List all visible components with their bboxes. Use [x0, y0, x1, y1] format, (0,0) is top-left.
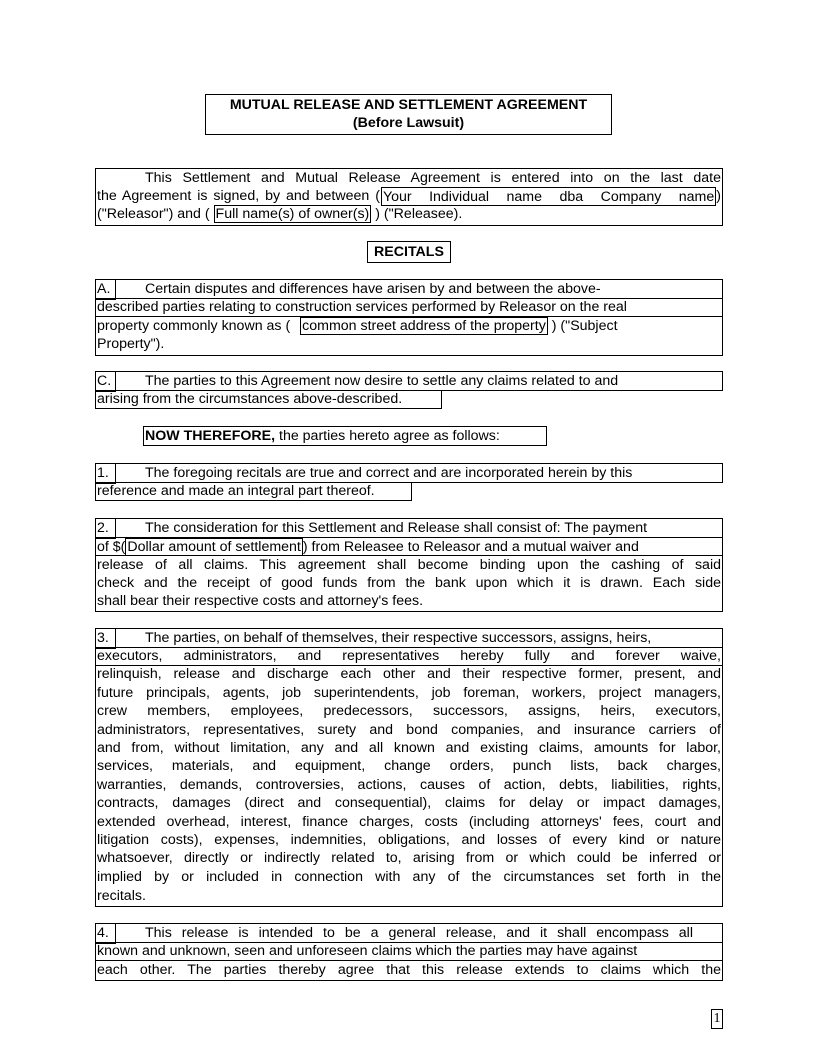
intro-text: ("Releasor") and ( [97, 206, 210, 222]
title-main: MUTUAL RELEASE AND SETTLEMENT AGREEMENT [229, 97, 588, 113]
now-therefore-text: the parties hereto agree as follows: [275, 428, 500, 444]
item-3-line: relinquish, release and discharge each other and their respective former, present, and [97, 666, 721, 683]
item-3-last-line: recitals. [97, 888, 146, 904]
item-4-line-2: known and unknown, seen and unforeseen claims which the parties may have against [97, 943, 638, 959]
intro-line-3 [97, 205, 462, 224]
releasee-name-field[interactable]: Full name(s) of owner(s) [215, 206, 370, 222]
recital-c-line-1: The parties to this Agreement now desire to settle any claims related to and [145, 373, 619, 389]
item-text: of $( [97, 539, 126, 555]
item-3-line: whatsoever, directly or indirectly related to, arising from or which could be inferred or [97, 850, 721, 867]
item-1-line-2: reference and made an integral part thereof. [97, 483, 375, 499]
item-4-number: 4. [95, 923, 116, 944]
intro-text: ) [716, 188, 721, 204]
recital-a-line-1: Certain disputes and differences have arisen by and between the above- [145, 281, 601, 297]
item-2-line-2 [97, 538, 639, 557]
title-sub: (Before Lawsuit) [352, 115, 465, 131]
item-2-line-3: release of all claims. This agreement shall become binding upon the cashing of said [97, 557, 721, 573]
item-3-line: litigation costs), expenses, indemnities, obligations, and losses of every kind or nature [97, 832, 721, 848]
recitals-heading: RECITALS [367, 241, 451, 263]
item-3-line: and from, without limitation, any and all known and existing claims, amounts for labor, [97, 740, 721, 756]
item-4-line-3: each other. The parties thereby agree that this release extends to claims which the [97, 962, 721, 978]
item-2-line-1: The consideration for this Settlement and Release shall consist of: The payment [145, 520, 648, 536]
item-1-line-1: The foregoing recitals are true and correct and are incorporated herein by this [145, 465, 633, 481]
intro-text: the Agreement is signed, by and between ( [97, 188, 380, 204]
item-3-line: crew members, employees, predecessors, successors, assigns, heirs, executors, [97, 703, 721, 720]
item-2-line-4: check and the receipt of good funds from the bank upon which it is drawn. Each side [97, 575, 721, 591]
item-3-line: implied by or included in connection with any of the circumstances set forth in the [97, 868, 721, 885]
intro-line-2 [97, 187, 721, 206]
item-3-line-1: The parties, on behalf of themselves, their respective successors, assigns, heirs, [145, 630, 652, 646]
intro-text: ) ("Releasee). [375, 206, 463, 222]
document-title [205, 94, 612, 135]
item-2-line-5: shall bear their respective costs and attorney's fees. [97, 593, 424, 609]
item-3-line: administrators, representatives, surety and bond companies, and insurance carriers of [97, 721, 721, 738]
item-3-line: extended overhead, interest, finance charges, costs (including attorneys' fees, court and [97, 813, 721, 830]
item-3-line: contracts, damages (direct and consequential), claims for delay or impact damages, [97, 795, 721, 812]
recital-c-line-2: arising from the circumstances above-described. [97, 391, 403, 407]
now-therefore-line [145, 427, 500, 446]
item-2-number: 2. [95, 518, 116, 539]
recital-a-line-3 [97, 317, 618, 336]
recital-c-number: C. [95, 371, 116, 392]
item-3-number: 3. [95, 628, 116, 649]
item-1-number: 1. [95, 463, 116, 484]
releasor-name-field[interactable]: Your Individual name dba Company name [382, 189, 715, 205]
recital-text: ) ("Subject [551, 318, 618, 334]
settlement-amount-field[interactable]: Dollar amount of settlement [127, 539, 301, 555]
page-number: 1 [711, 1009, 723, 1029]
recital-a-line-4: Property"). [97, 336, 165, 352]
item-3-line: future principals, agents, job superintendents, job foreman, workers, project managers, [97, 684, 721, 701]
now-therefore-bold: NOW THEREFORE, [145, 428, 276, 444]
item-4-line-1: This release is intended to be a general release, and it shall encompass all [145, 925, 693, 941]
item-3-line: executors, administrators, and representatives hereby fully and forever waive, [97, 648, 721, 664]
recital-a-number: A. [95, 279, 116, 300]
item-3-line: services, materials, and equipment, change orders, punch lists, back charges, [97, 758, 721, 775]
intro-line-1: This Settlement and Mutual Release Agreement is entered into on the last date [145, 170, 721, 186]
property-address-field[interactable]: common street address of the property [302, 318, 546, 334]
item-3-line: warranties, demands, controversies, actions, causes of action, debts, liabilities, rights, [97, 776, 721, 793]
item-text: ) from Releasee to Releasor and a mutual waiver and [302, 539, 639, 555]
recital-text: property commonly known as ( [97, 318, 291, 334]
recital-a-line-2: described parties relating to construction services performed by Releasor on the real [97, 299, 627, 315]
